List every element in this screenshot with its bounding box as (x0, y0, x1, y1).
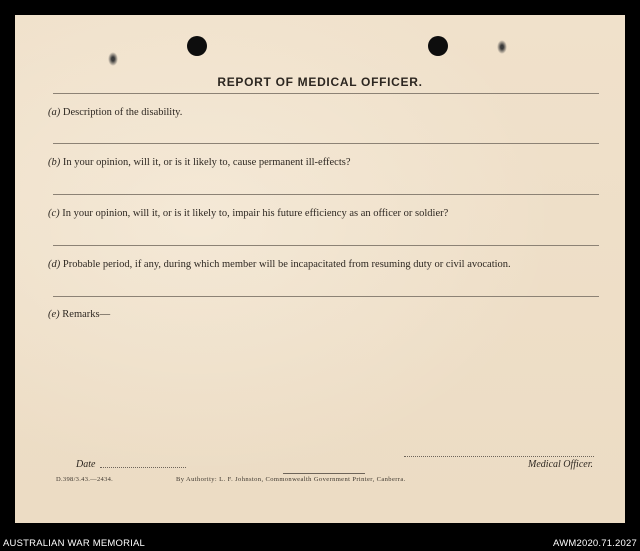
question-text: In your opinion, will it, or is it likely to, impair his future efficiency as an officer or soldier? (62, 208, 449, 219)
question-letter: (b) (48, 157, 61, 168)
archive-credit: AUSTRALIAN WAR MEMORIAL (3, 538, 146, 549)
question-letter: (d) (48, 259, 61, 270)
signature-line (404, 456, 594, 457)
question-text: Remarks— (62, 309, 111, 320)
question-text: Description of the disability. (62, 107, 183, 118)
question-letter: (e) (48, 309, 60, 320)
question-text: In your opinion, will it, or is it likely to, cause permanent ill-effects? (62, 157, 351, 168)
question-e (48, 309, 110, 320)
answer-line-c (53, 245, 599, 246)
printer-authority: By Authority: L. F. Johnston, Commonwealth Government Printer, Canberra. (176, 476, 406, 483)
answer-line-b (53, 194, 599, 195)
pin-mark-left (108, 52, 118, 66)
question-letter: (c) (48, 208, 60, 219)
question-b (48, 157, 351, 168)
question-c (48, 208, 448, 219)
date-field-line (100, 467, 186, 468)
signature-label: Medical Officer. (528, 459, 593, 470)
punch-hole-right (428, 36, 448, 56)
pin-mark-right (497, 40, 507, 54)
form-title: REPORT OF MEDICAL OFFICER. (217, 75, 423, 89)
answer-line-a (53, 143, 599, 144)
form-page (15, 15, 625, 523)
question-d (48, 259, 511, 270)
accession-number: AWM2020.71.2027 (553, 538, 637, 549)
question-a (48, 107, 182, 118)
question-letter: (a) (48, 107, 61, 118)
date-label: Date (76, 459, 96, 470)
title-rule (53, 93, 599, 94)
question-text: Probable period, if any, during which member will be incapacitated from resuming duty or civil avocation. (62, 259, 511, 270)
punch-hole-left (187, 36, 207, 56)
form-code: D.398/3.43.—2434. (56, 476, 114, 483)
footer-rule (283, 473, 365, 474)
answer-line-d (53, 296, 599, 297)
